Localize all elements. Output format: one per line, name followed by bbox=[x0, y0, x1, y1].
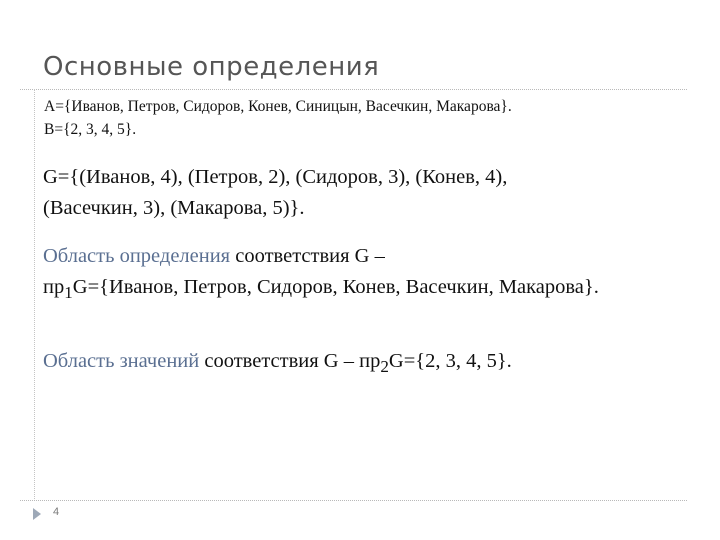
domain-proj-continuation: Макарова}. bbox=[498, 276, 599, 298]
footer-divider bbox=[20, 500, 687, 501]
range-label: Область значений bbox=[43, 350, 200, 372]
domain-definition bbox=[43, 241, 673, 308]
range-suffix: соответствия G – пр bbox=[199, 350, 381, 372]
set-a-definition: A={Иванов, Петров, Сидоров, Конев, Синицын, Васечкин, Макарова}. bbox=[44, 98, 512, 115]
range-proj-value: G={2, 3, 4, 5}. bbox=[388, 350, 512, 372]
domain-label: Область определения bbox=[43, 245, 231, 267]
correspondence-g-line-2: (Васечкин, 3), (Макарова, 5)}. bbox=[43, 197, 305, 219]
domain-proj-prefix: пр bbox=[43, 276, 65, 298]
set-b-definition: B={2, 3, 4, 5}. bbox=[44, 121, 137, 138]
correspondence-g bbox=[43, 162, 673, 224]
triangle-bullet-icon bbox=[33, 508, 41, 520]
domain-suffix: соответствия G – bbox=[230, 245, 385, 267]
domain-heading-line bbox=[43, 241, 673, 272]
page-number: 4 bbox=[53, 506, 60, 518]
title-divider bbox=[20, 89, 687, 90]
left-margin-line bbox=[34, 89, 35, 501]
domain-proj-value: G={Иванов, Петров, Сидоров, Конев, Васечкин, bbox=[72, 276, 494, 298]
slide-title: Основные определения bbox=[43, 52, 380, 82]
range-proj-subscript: 2 bbox=[380, 357, 389, 377]
range-definition bbox=[43, 346, 673, 382]
correspondence-g-line-1: G={(Иванов, 4), (Петров, 2), (Сидоров, 3), (Конев, 4), bbox=[43, 166, 508, 188]
domain-proj-subscript: 1 bbox=[64, 283, 73, 303]
